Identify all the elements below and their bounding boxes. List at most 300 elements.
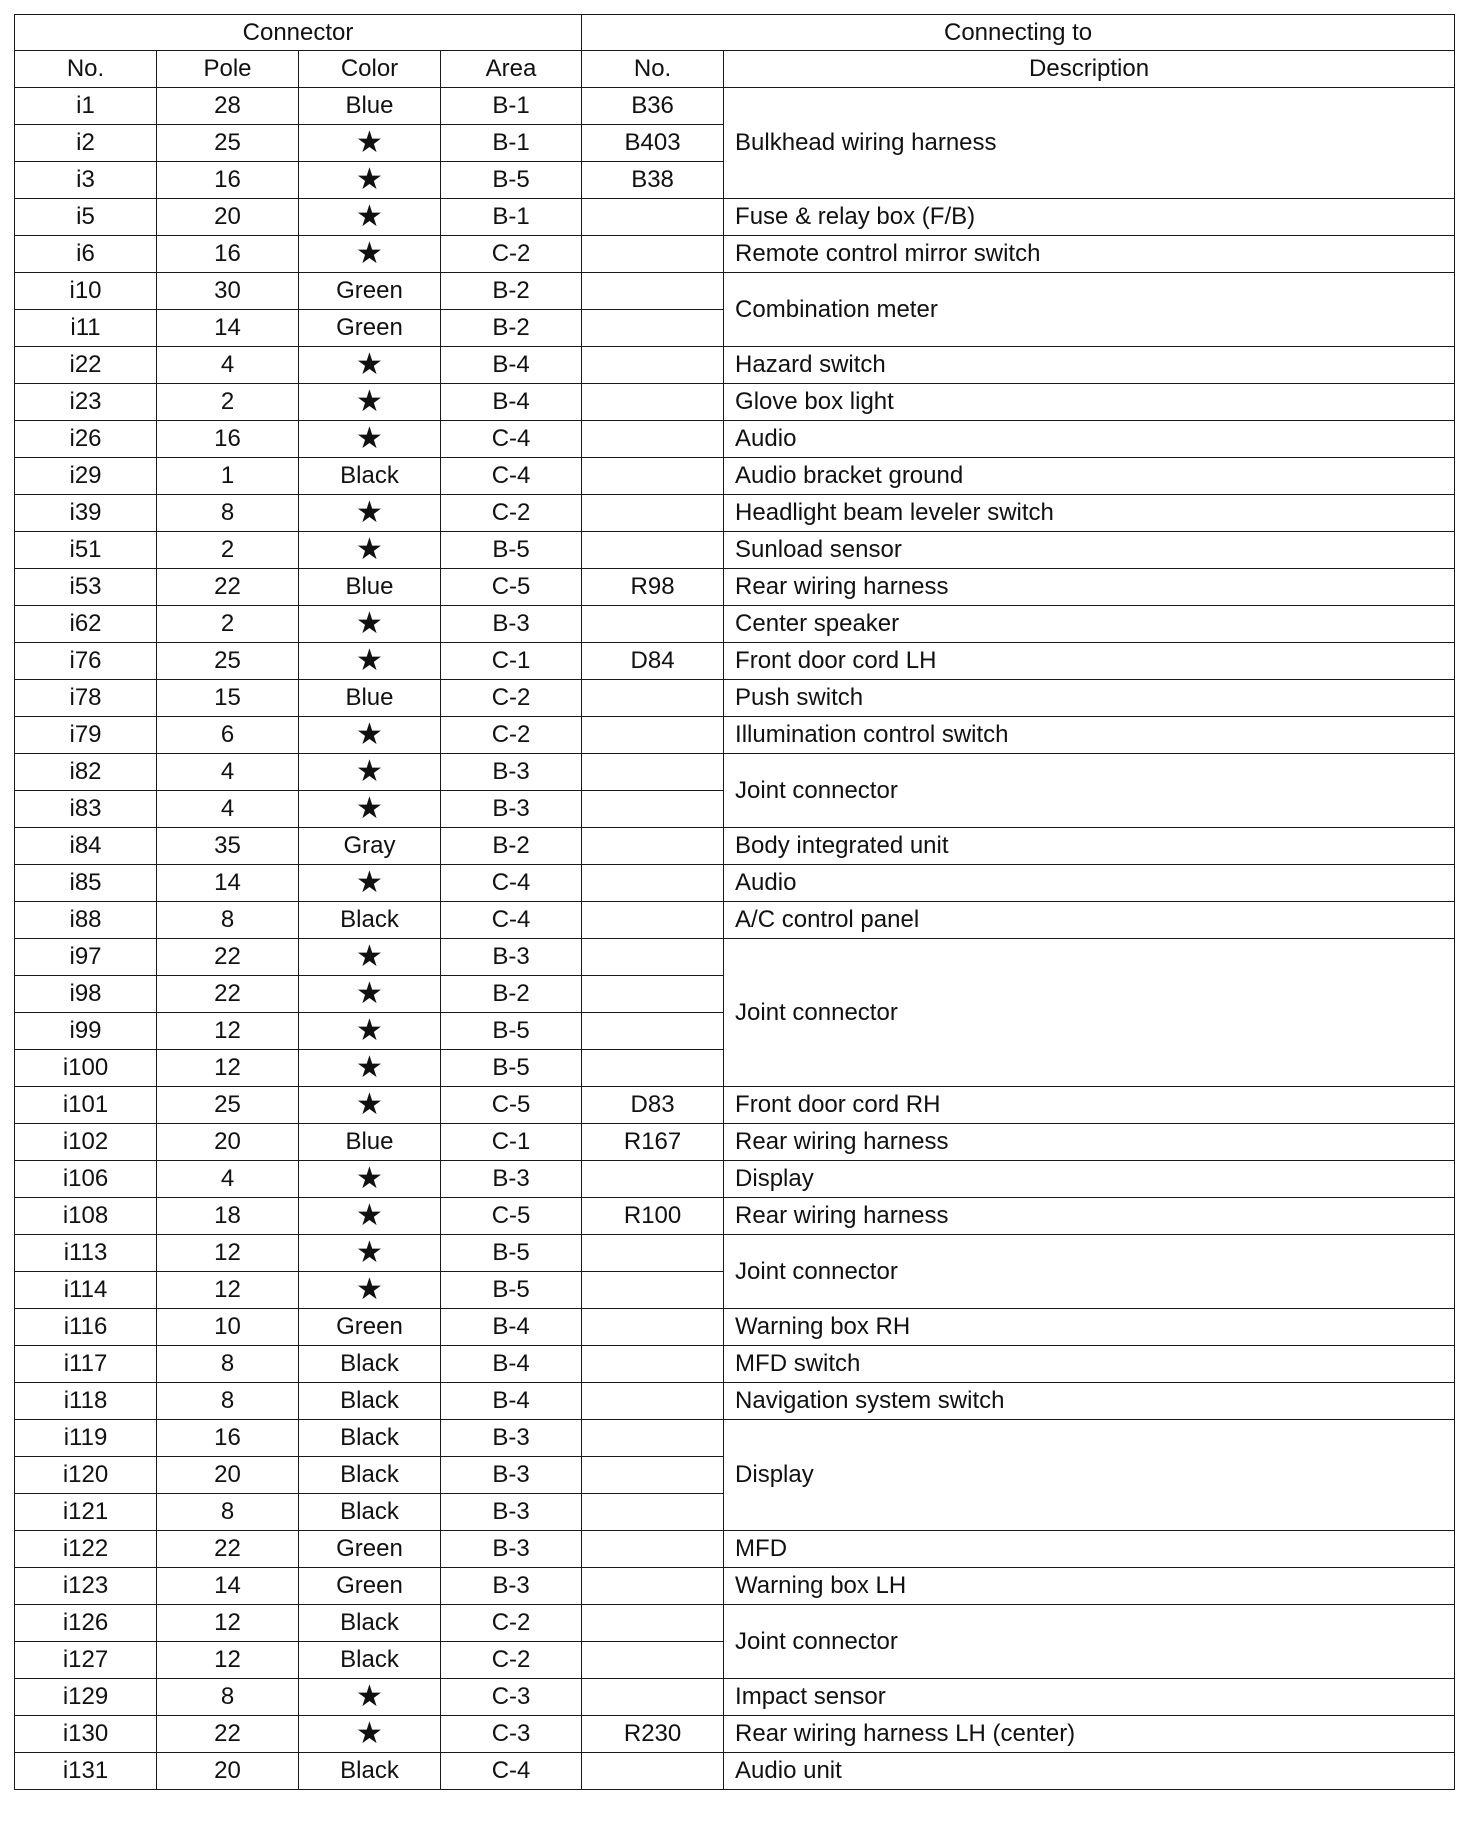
cell-to-no xyxy=(582,1161,724,1198)
cell-pole: 14 xyxy=(157,310,299,347)
table-row xyxy=(15,532,1455,569)
table-row xyxy=(15,865,1455,902)
cell-color: Green xyxy=(299,1568,441,1605)
cell-description: Rear wiring harness LH (center) xyxy=(724,1716,1455,1753)
cell-description: Joint connector xyxy=(724,939,1455,1087)
cell-pole: 2 xyxy=(157,384,299,421)
cell-description: Audio xyxy=(724,421,1455,458)
col-header-no: No. xyxy=(15,51,157,88)
table-row xyxy=(15,495,1455,532)
cell-description: Front door cord RH xyxy=(724,1087,1455,1124)
cell-pole: 2 xyxy=(157,532,299,569)
cell-pole: 30 xyxy=(157,273,299,310)
col-header-description: Description xyxy=(724,51,1455,88)
cell-description: Fuse & relay box (F/B) xyxy=(724,199,1455,236)
cell-area: B-2 xyxy=(441,828,582,865)
cell-pole: 1 xyxy=(157,458,299,495)
cell-area: B-5 xyxy=(441,1013,582,1050)
star-icon: ★ xyxy=(299,495,441,532)
table-row xyxy=(15,680,1455,717)
cell-area: B-3 xyxy=(441,754,582,791)
col-header-color: Color xyxy=(299,51,441,88)
star-icon: ★ xyxy=(299,532,441,569)
cell-description: Headlight beam leveler switch xyxy=(724,495,1455,532)
cell-to-no xyxy=(582,1605,724,1642)
cell-pole: 12 xyxy=(157,1272,299,1309)
cell-description: Combination meter xyxy=(724,273,1455,347)
cell-no: i22 xyxy=(15,347,157,384)
table-body xyxy=(15,88,1455,1790)
table-row xyxy=(15,384,1455,421)
cell-to-no: R100 xyxy=(582,1198,724,1235)
star-icon: ★ xyxy=(299,976,441,1013)
cell-no: i101 xyxy=(15,1087,157,1124)
group-header-row xyxy=(15,15,1455,51)
cell-description: Audio bracket ground xyxy=(724,458,1455,495)
table-row xyxy=(15,199,1455,236)
cell-area: C-2 xyxy=(441,236,582,273)
cell-pole: 16 xyxy=(157,162,299,199)
cell-pole: 8 xyxy=(157,1346,299,1383)
cell-area: B-5 xyxy=(441,1235,582,1272)
cell-color: Black xyxy=(299,1346,441,1383)
cell-to-no: B38 xyxy=(582,162,724,199)
cell-area: C-3 xyxy=(441,1716,582,1753)
cell-color: Black xyxy=(299,1383,441,1420)
cell-no: i106 xyxy=(15,1161,157,1198)
cell-description: Center speaker xyxy=(724,606,1455,643)
star-icon: ★ xyxy=(299,347,441,384)
cell-no: i79 xyxy=(15,717,157,754)
table-row xyxy=(15,1679,1455,1716)
cell-color: Gray xyxy=(299,828,441,865)
cell-pole: 25 xyxy=(157,125,299,162)
cell-pole: 20 xyxy=(157,1457,299,1494)
cell-color: Blue xyxy=(299,569,441,606)
cell-description: Front door cord LH xyxy=(724,643,1455,680)
cell-to-no xyxy=(582,1013,724,1050)
cell-color: Black xyxy=(299,1642,441,1679)
star-icon: ★ xyxy=(299,1087,441,1124)
cell-no: i1 xyxy=(15,88,157,125)
cell-pole: 4 xyxy=(157,791,299,828)
cell-area: C-2 xyxy=(441,495,582,532)
star-icon: ★ xyxy=(299,939,441,976)
cell-area: B-3 xyxy=(441,1568,582,1605)
cell-area: B-1 xyxy=(441,125,582,162)
cell-pole: 20 xyxy=(157,1124,299,1161)
cell-description: Body integrated unit xyxy=(724,828,1455,865)
cell-pole: 14 xyxy=(157,865,299,902)
cell-no: i126 xyxy=(15,1605,157,1642)
cell-pole: 4 xyxy=(157,754,299,791)
cell-area: B-3 xyxy=(441,1494,582,1531)
cell-area: C-4 xyxy=(441,902,582,939)
cell-no: i84 xyxy=(15,828,157,865)
cell-area: B-5 xyxy=(441,162,582,199)
cell-to-no: R167 xyxy=(582,1124,724,1161)
cell-to-no xyxy=(582,236,724,273)
table-row xyxy=(15,1531,1455,1568)
cell-to-no: R230 xyxy=(582,1716,724,1753)
table-row xyxy=(15,902,1455,939)
cell-to-no xyxy=(582,1050,724,1087)
cell-area: C-4 xyxy=(441,421,582,458)
table-row xyxy=(15,1309,1455,1346)
cell-to-no xyxy=(582,865,724,902)
star-icon: ★ xyxy=(299,865,441,902)
table-row xyxy=(15,1605,1455,1642)
cell-no: i2 xyxy=(15,125,157,162)
cell-area: B-3 xyxy=(441,1531,582,1568)
cell-description: Push switch xyxy=(724,680,1455,717)
cell-no: i5 xyxy=(15,199,157,236)
cell-pole: 18 xyxy=(157,1198,299,1235)
cell-area: B-4 xyxy=(441,1346,582,1383)
cell-no: i83 xyxy=(15,791,157,828)
cell-description: Display xyxy=(724,1420,1455,1531)
cell-no: i123 xyxy=(15,1568,157,1605)
cell-no: i127 xyxy=(15,1642,157,1679)
cell-pole: 22 xyxy=(157,976,299,1013)
cell-to-no xyxy=(582,421,724,458)
cell-to-no xyxy=(582,1568,724,1605)
star-icon: ★ xyxy=(299,1161,441,1198)
cell-to-no xyxy=(582,1753,724,1790)
cell-pole: 28 xyxy=(157,88,299,125)
cell-to-no xyxy=(582,606,724,643)
cell-no: i122 xyxy=(15,1531,157,1568)
cell-to-no: B36 xyxy=(582,88,724,125)
cell-pole: 8 xyxy=(157,1494,299,1531)
cell-area: C-2 xyxy=(441,1605,582,1642)
table-row xyxy=(15,1568,1455,1605)
cell-to-no: R98 xyxy=(582,569,724,606)
table-row xyxy=(15,1420,1455,1457)
table-row xyxy=(15,1753,1455,1790)
star-icon: ★ xyxy=(299,1679,441,1716)
cell-to-no xyxy=(582,828,724,865)
table-row xyxy=(15,273,1455,310)
cell-area: C-5 xyxy=(441,569,582,606)
cell-area: C-1 xyxy=(441,1124,582,1161)
cell-color: Black xyxy=(299,458,441,495)
cell-description: Glove box light xyxy=(724,384,1455,421)
cell-pole: 25 xyxy=(157,1087,299,1124)
cell-color: Blue xyxy=(299,1124,441,1161)
cell-pole: 4 xyxy=(157,347,299,384)
cell-description: Audio unit xyxy=(724,1753,1455,1790)
cell-description: Display xyxy=(724,1161,1455,1198)
cell-no: i131 xyxy=(15,1753,157,1790)
cell-to-no xyxy=(582,939,724,976)
cell-area: B-2 xyxy=(441,310,582,347)
cell-area: B-5 xyxy=(441,532,582,569)
cell-to-no xyxy=(582,791,724,828)
cell-to-no xyxy=(582,1420,724,1457)
cell-pole: 16 xyxy=(157,421,299,458)
cell-no: i53 xyxy=(15,569,157,606)
cell-no: i6 xyxy=(15,236,157,273)
cell-pole: 15 xyxy=(157,680,299,717)
table-row xyxy=(15,88,1455,125)
cell-description: A/C control panel xyxy=(724,902,1455,939)
cell-no: i11 xyxy=(15,310,157,347)
cell-pole: 22 xyxy=(157,1531,299,1568)
star-icon: ★ xyxy=(299,1013,441,1050)
cell-color: Green xyxy=(299,273,441,310)
cell-to-no xyxy=(582,717,724,754)
cell-no: i116 xyxy=(15,1309,157,1346)
cell-area: C-2 xyxy=(441,717,582,754)
cell-area: B-3 xyxy=(441,939,582,976)
cell-pole: 22 xyxy=(157,1716,299,1753)
cell-to-no xyxy=(582,1309,724,1346)
star-icon: ★ xyxy=(299,125,441,162)
cell-pole: 12 xyxy=(157,1642,299,1679)
cell-area: C-3 xyxy=(441,1679,582,1716)
col-header-area: Area xyxy=(441,51,582,88)
connecting-to-group-header: Connecting to xyxy=(582,15,1455,51)
cell-no: i39 xyxy=(15,495,157,532)
table-row xyxy=(15,1087,1455,1124)
cell-no: i117 xyxy=(15,1346,157,1383)
cell-area: B-2 xyxy=(441,273,582,310)
cell-no: i3 xyxy=(15,162,157,199)
star-icon: ★ xyxy=(299,421,441,458)
cell-pole: 6 xyxy=(157,717,299,754)
cell-color: Green xyxy=(299,310,441,347)
star-icon: ★ xyxy=(299,643,441,680)
cell-pole: 20 xyxy=(157,1753,299,1790)
cell-area: B-4 xyxy=(441,1383,582,1420)
cell-no: i120 xyxy=(15,1457,157,1494)
cell-to-no: D84 xyxy=(582,643,724,680)
cell-to-no xyxy=(582,199,724,236)
cell-no: i23 xyxy=(15,384,157,421)
cell-description: Rear wiring harness xyxy=(724,1124,1455,1161)
connector-table-container xyxy=(14,14,1454,1790)
cell-pole: 16 xyxy=(157,236,299,273)
star-icon: ★ xyxy=(299,384,441,421)
cell-pole: 8 xyxy=(157,1679,299,1716)
cell-to-no xyxy=(582,532,724,569)
cell-no: i85 xyxy=(15,865,157,902)
cell-color: Black xyxy=(299,1605,441,1642)
cell-pole: 22 xyxy=(157,569,299,606)
table-row xyxy=(15,421,1455,458)
cell-pole: 12 xyxy=(157,1050,299,1087)
cell-color: Black xyxy=(299,1753,441,1790)
cell-to-no xyxy=(582,680,724,717)
cell-pole: 14 xyxy=(157,1568,299,1605)
cell-to-no xyxy=(582,347,724,384)
star-icon: ★ xyxy=(299,606,441,643)
col-header-to-no: No. xyxy=(582,51,724,88)
table-row xyxy=(15,1346,1455,1383)
cell-no: i76 xyxy=(15,643,157,680)
table-row xyxy=(15,1124,1455,1161)
cell-to-no xyxy=(582,495,724,532)
cell-description: Remote control mirror switch xyxy=(724,236,1455,273)
cell-color: Blue xyxy=(299,88,441,125)
cell-pole: 8 xyxy=(157,902,299,939)
star-icon: ★ xyxy=(299,791,441,828)
cell-description: Sunload sensor xyxy=(724,532,1455,569)
cell-area: B-4 xyxy=(441,384,582,421)
cell-pole: 12 xyxy=(157,1013,299,1050)
cell-no: i97 xyxy=(15,939,157,976)
cell-area: C-5 xyxy=(441,1198,582,1235)
cell-area: B-3 xyxy=(441,606,582,643)
column-header-row xyxy=(15,51,1455,88)
cell-area: B-3 xyxy=(441,1161,582,1198)
table-row xyxy=(15,717,1455,754)
cell-pole: 4 xyxy=(157,1161,299,1198)
cell-pole: 12 xyxy=(157,1605,299,1642)
cell-description: Rear wiring harness xyxy=(724,1198,1455,1235)
star-icon: ★ xyxy=(299,754,441,791)
cell-color: Green xyxy=(299,1531,441,1568)
cell-to-no xyxy=(582,384,724,421)
cell-no: i121 xyxy=(15,1494,157,1531)
col-header-pole: Pole xyxy=(157,51,299,88)
cell-no: i62 xyxy=(15,606,157,643)
cell-no: i108 xyxy=(15,1198,157,1235)
connector-table xyxy=(14,14,1455,1790)
cell-pole: 16 xyxy=(157,1420,299,1457)
cell-pole: 8 xyxy=(157,1383,299,1420)
cell-to-no xyxy=(582,1457,724,1494)
star-icon: ★ xyxy=(299,1272,441,1309)
star-icon: ★ xyxy=(299,1716,441,1753)
cell-area: B-2 xyxy=(441,976,582,1013)
star-icon: ★ xyxy=(299,1198,441,1235)
table-row xyxy=(15,1161,1455,1198)
cell-description: Impact sensor xyxy=(724,1679,1455,1716)
cell-to-no xyxy=(582,1383,724,1420)
cell-no: i51 xyxy=(15,532,157,569)
cell-no: i118 xyxy=(15,1383,157,1420)
cell-to-no xyxy=(582,1531,724,1568)
cell-area: B-4 xyxy=(441,347,582,384)
table-row xyxy=(15,606,1455,643)
table-row xyxy=(15,569,1455,606)
cell-no: i29 xyxy=(15,458,157,495)
star-icon: ★ xyxy=(299,1050,441,1087)
cell-no: i113 xyxy=(15,1235,157,1272)
cell-no: i88 xyxy=(15,902,157,939)
table-row xyxy=(15,1383,1455,1420)
star-icon: ★ xyxy=(299,162,441,199)
cell-color: Black xyxy=(299,1457,441,1494)
cell-color: Black xyxy=(299,902,441,939)
table-row xyxy=(15,754,1455,791)
cell-area: B-3 xyxy=(441,1457,582,1494)
cell-area: B-3 xyxy=(441,1420,582,1457)
cell-area: C-4 xyxy=(441,865,582,902)
star-icon: ★ xyxy=(299,717,441,754)
cell-no: i98 xyxy=(15,976,157,1013)
cell-description: MFD switch xyxy=(724,1346,1455,1383)
cell-to-no xyxy=(582,1346,724,1383)
cell-no: i102 xyxy=(15,1124,157,1161)
cell-to-no xyxy=(582,902,724,939)
cell-area: C-4 xyxy=(441,1753,582,1790)
cell-no: i99 xyxy=(15,1013,157,1050)
cell-to-no xyxy=(582,1235,724,1272)
cell-area: B-3 xyxy=(441,791,582,828)
cell-to-no xyxy=(582,1642,724,1679)
star-icon: ★ xyxy=(299,199,441,236)
cell-pole: 10 xyxy=(157,1309,299,1346)
cell-to-no: B403 xyxy=(582,125,724,162)
cell-to-no: D83 xyxy=(582,1087,724,1124)
cell-description: Hazard switch xyxy=(724,347,1455,384)
table-row xyxy=(15,939,1455,976)
star-icon: ★ xyxy=(299,1235,441,1272)
cell-area: B-1 xyxy=(441,199,582,236)
cell-area: B-1 xyxy=(441,88,582,125)
cell-to-no xyxy=(582,1494,724,1531)
cell-color: Green xyxy=(299,1309,441,1346)
cell-pole: 12 xyxy=(157,1235,299,1272)
cell-pole: 22 xyxy=(157,939,299,976)
cell-pole: 35 xyxy=(157,828,299,865)
cell-no: i119 xyxy=(15,1420,157,1457)
cell-color: Blue xyxy=(299,680,441,717)
cell-area: B-4 xyxy=(441,1309,582,1346)
cell-area: C-4 xyxy=(441,458,582,495)
table-row xyxy=(15,236,1455,273)
cell-description: Bulkhead wiring harness xyxy=(724,88,1455,199)
cell-area: C-5 xyxy=(441,1087,582,1124)
cell-color: Black xyxy=(299,1420,441,1457)
table-row xyxy=(15,1716,1455,1753)
cell-to-no xyxy=(582,458,724,495)
cell-color: Black xyxy=(299,1494,441,1531)
table-header xyxy=(15,15,1455,88)
cell-pole: 20 xyxy=(157,199,299,236)
cell-no: i100 xyxy=(15,1050,157,1087)
cell-to-no xyxy=(582,976,724,1013)
cell-description: MFD xyxy=(724,1531,1455,1568)
cell-pole: 8 xyxy=(157,495,299,532)
cell-pole: 2 xyxy=(157,606,299,643)
star-icon: ★ xyxy=(299,236,441,273)
cell-no: i10 xyxy=(15,273,157,310)
cell-to-no xyxy=(582,1272,724,1309)
cell-description: Joint connector xyxy=(724,1235,1455,1309)
cell-description: Warning box RH xyxy=(724,1309,1455,1346)
cell-no: i130 xyxy=(15,1716,157,1753)
cell-no: i82 xyxy=(15,754,157,791)
cell-description: Joint connector xyxy=(724,1605,1455,1679)
connector-group-header: Connector xyxy=(15,15,582,51)
cell-no: i129 xyxy=(15,1679,157,1716)
cell-description: Joint connector xyxy=(724,754,1455,828)
cell-description: Rear wiring harness xyxy=(724,569,1455,606)
cell-no: i114 xyxy=(15,1272,157,1309)
cell-area: B-5 xyxy=(441,1272,582,1309)
cell-no: i26 xyxy=(15,421,157,458)
cell-description: Warning box LH xyxy=(724,1568,1455,1605)
cell-to-no xyxy=(582,754,724,791)
cell-to-no xyxy=(582,273,724,310)
table-row xyxy=(15,828,1455,865)
cell-no: i78 xyxy=(15,680,157,717)
table-row xyxy=(15,458,1455,495)
